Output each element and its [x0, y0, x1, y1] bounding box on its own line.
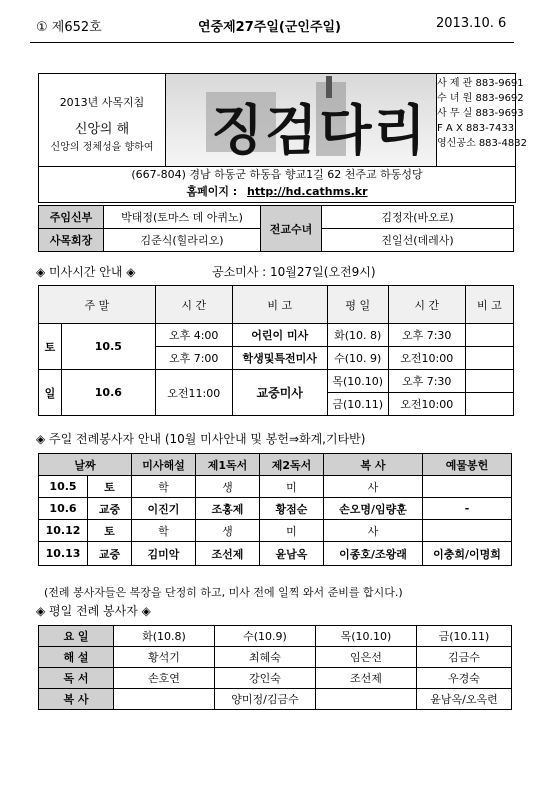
cell-fri: 윤남옥/오옥련 — [417, 689, 512, 710]
mass-schedule-table — [38, 285, 514, 416]
weekday-thu-time: 오후 7:30 — [388, 370, 465, 393]
cell-thu: 조선제 — [316, 668, 417, 689]
contact-convent: 수 녀 원 883-9692 — [437, 93, 524, 104]
row-date: 10.6 — [39, 498, 88, 520]
row-reading2: 미 — [259, 476, 323, 498]
pastor-name: 박태정(토마스 데 아퀴노) — [104, 206, 261, 229]
sister-label: 전교수녀 — [261, 206, 322, 252]
header-weekend: 주 말 — [39, 286, 156, 324]
church-address: (667-804) 경남 하동군 하동읍 향교1길 62 천주교 하동성당 — [131, 168, 423, 181]
table-row — [39, 542, 512, 566]
weekday-servers-title: ◈ 평일 전례 봉사자 ◈ — [36, 604, 151, 618]
row-offering: 이충희/이명희 — [422, 542, 511, 566]
top-rule — [30, 42, 514, 43]
col-reading2: 제2독서 — [259, 454, 323, 476]
issue-number: ① 제652호 — [36, 20, 102, 35]
sat-time1: 오후 4:00 — [155, 324, 232, 347]
row-reading1: 조선제 — [195, 542, 259, 566]
contact-office: 사 무 실 883-9693 — [437, 108, 524, 119]
row-reading1: 생 — [195, 476, 259, 498]
row-offering: - — [422, 498, 511, 520]
header-time1: 시 간 — [155, 286, 232, 324]
row-altar-server: 사 — [323, 520, 422, 542]
bulletin-logo — [166, 74, 437, 166]
council-name: 김준식(힐라리오) — [104, 229, 261, 252]
sun-date: 10.6 — [62, 370, 156, 416]
row-label: 독 서 — [39, 668, 114, 689]
sat-label: 토 — [39, 324, 62, 370]
sister2-name: 진일선(데레사) — [322, 229, 514, 252]
cell-wed: 최혜숙 — [215, 647, 316, 668]
cell-tue: 황석기 — [114, 647, 215, 668]
row-date: 10.12 — [39, 520, 88, 542]
gongso-mass: 공소미사 : 10월27일(오전9시) — [212, 265, 376, 279]
pastoral-motto — [39, 74, 166, 166]
weekday-wed: 수(10. 9) — [327, 347, 388, 370]
row-day: 교중 — [88, 542, 132, 566]
weekday-thu: 목(10.10) — [327, 370, 388, 393]
cell-thu: 임은선 — [316, 647, 417, 668]
homepage-label: 홈페이지 : — [186, 185, 238, 198]
liturgical-sunday: 연중제27주일(군인주일) — [198, 20, 341, 35]
weekday-wed-note — [465, 347, 513, 370]
row-label: 요 일 — [39, 626, 114, 647]
motto-line3: 신앙의 정체성을 향하여 — [50, 142, 154, 153]
homepage-line — [39, 183, 515, 200]
bulletin-date: 2013.10. 6 — [436, 16, 507, 31]
header-note2: 비 고 — [465, 286, 513, 324]
row-commentary: 김미악 — [131, 542, 195, 566]
sun-label: 일 — [39, 370, 62, 416]
cell-wed: 양미정/김금수 — [215, 689, 316, 710]
weekday-tue-time: 오후 7:30 — [388, 324, 465, 347]
header-weekday: 평 일 — [327, 286, 388, 324]
homepage-link[interactable]: http://hd.cathms.kr — [247, 185, 368, 198]
sunday-servers-table — [38, 453, 512, 566]
address-block — [38, 166, 516, 203]
row-day: 토 — [88, 476, 132, 498]
col-altar-server: 복 사 — [323, 454, 422, 476]
sat-date: 10.5 — [62, 324, 156, 370]
sunday-servers-title: ◈ 주일 전례봉사자 안내 (10월 미사안내 및 봉헌⇒화계,기타반) — [36, 432, 366, 446]
weekday-servers-table — [38, 625, 512, 710]
cell-wed: 수(10.9) — [215, 626, 316, 647]
cell-wed: 강인숙 — [215, 668, 316, 689]
weekday-tue: 화(10. 8) — [327, 324, 388, 347]
staff-table — [38, 205, 514, 252]
row-commentary: 학 — [131, 476, 195, 498]
weekday-thu-note — [465, 370, 513, 393]
table-row — [39, 626, 512, 647]
col-date: 날짜 — [39, 454, 132, 476]
sister1-name: 김정자(바오로) — [322, 206, 514, 229]
weekday-fri: 금(10.11) — [327, 393, 388, 416]
row-commentary: 학 — [131, 520, 195, 542]
row-offering — [422, 520, 511, 542]
row-altar-server: 손오명/임량훈 — [323, 498, 422, 520]
table-row — [39, 476, 512, 498]
row-reading1: 생 — [195, 520, 259, 542]
row-day: 토 — [88, 520, 132, 542]
pastor-label: 주임신부 — [39, 206, 104, 229]
contact-gongso: 영신공소 883-4832 — [437, 138, 527, 149]
cell-tue: 손호연 — [114, 668, 215, 689]
header-note1: 비 고 — [232, 286, 327, 324]
motto-line1: 2013년 사목지침 — [59, 96, 145, 109]
cell-thu — [316, 689, 417, 710]
col-offering: 예물봉헌 — [422, 454, 511, 476]
weekday-fri-time: 오전10:00 — [388, 393, 465, 416]
cell-fri: 우경숙 — [417, 668, 512, 689]
row-date: 10.13 — [39, 542, 88, 566]
row-day: 교중 — [88, 498, 132, 520]
row-reading2: 윤남옥 — [259, 542, 323, 566]
table-row — [39, 647, 512, 668]
weekday-tue-note — [465, 324, 513, 347]
row-label: 해 설 — [39, 647, 114, 668]
header-time2: 시 간 — [388, 286, 465, 324]
cell-fri: 금(10.11) — [417, 626, 512, 647]
masthead — [38, 73, 527, 167]
contact-fax: F A X 883-7433 — [437, 123, 515, 134]
bulletin-title: 징검다리 — [211, 98, 428, 162]
row-altar-server: 이종호/조왕래 — [323, 542, 422, 566]
sat-note2: 학생및특전미사 — [232, 347, 327, 370]
row-reading1: 조홍제 — [195, 498, 259, 520]
sat-note1: 어린이 미사 — [232, 324, 327, 347]
servers-note: (전례 봉사자들은 복장을 단정히 하고, 미사 전에 일찍 와서 준비를 합시다.) — [44, 586, 403, 599]
cell-tue: 화(10.8) — [114, 626, 215, 647]
row-reading2: 미 — [259, 520, 323, 542]
table-row — [39, 498, 512, 520]
col-reading1: 제1독서 — [195, 454, 259, 476]
sat-time2: 오후 7:00 — [155, 347, 232, 370]
row-altar-server: 사 — [323, 476, 422, 498]
weekday-fri-note — [465, 393, 513, 416]
mass-section-title: ◈ 미사시간 안내 ◈ — [36, 265, 136, 279]
top-bar — [0, 0, 550, 42]
row-date: 10.5 — [39, 476, 88, 498]
cell-thu: 목(10.10) — [316, 626, 417, 647]
table-row — [39, 520, 512, 542]
row-commentary: 이진기 — [131, 498, 195, 520]
contact-rectory: 사 제 관 883-9691 — [437, 78, 524, 89]
motto-line2: 신앙의 해 — [74, 122, 130, 137]
cell-fri: 김금수 — [417, 647, 512, 668]
weekday-wed-time: 오전10:00 — [388, 347, 465, 370]
row-label: 복 사 — [39, 689, 114, 710]
table-row — [39, 689, 512, 710]
cell-tue — [114, 689, 215, 710]
contact-list — [437, 76, 527, 151]
council-label: 사목회장 — [39, 229, 104, 252]
table-row — [39, 668, 512, 689]
sun-time: 오전11:00 — [155, 370, 232, 416]
sun-note: 교중미사 — [232, 370, 327, 416]
row-offering — [422, 476, 511, 498]
col-commentary: 미사해설 — [131, 454, 195, 476]
row-reading2: 황점순 — [259, 498, 323, 520]
